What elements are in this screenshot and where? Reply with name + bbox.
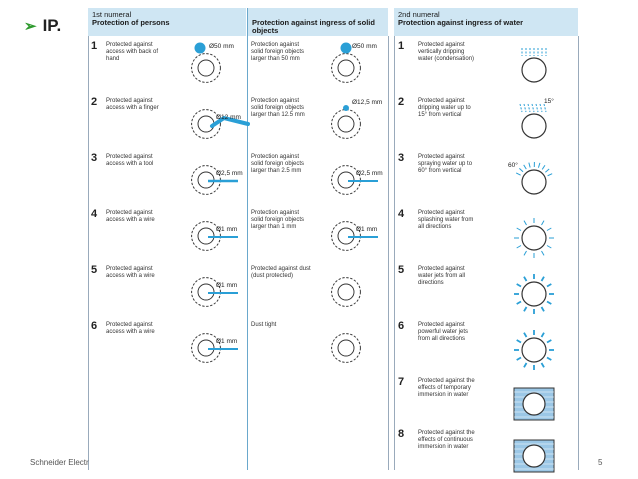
persons-desc-line: hand [106,56,120,62]
wire-probe-icon [208,290,238,296]
solids-desc-line: Protection against [251,98,300,104]
second-numeral-label: 2nd numeral [398,10,440,19]
water-row-number: 6 [398,320,405,332]
water-desc [418,98,471,119]
water-right-edge [578,36,579,470]
persons-row-5 [88,262,388,318]
persons-desc-line: access with back of [106,49,159,55]
solids-desc-line: larger than 12.5 mm [251,112,305,118]
solids-desc-line: larger than 50 mm [251,56,300,62]
water-desc-line: water (condensation) [418,56,475,62]
water-desc-line: all directions [418,224,452,230]
solid-objects-title-line2: objects [252,26,279,35]
sphere-50mm-icon [194,42,206,54]
persons-desc [106,154,153,168]
probe-diameter-label: Ø1 mm [216,282,238,289]
footer-company: Schneider Electr [30,458,89,467]
solid-object-circle-icon [330,332,362,364]
water-desc-line: vertically dripping [418,49,465,55]
water-desc-line: Protected against [418,42,465,48]
solid-sphere-icon [340,42,352,54]
water-desc-line: immersion in water [418,392,469,398]
solids-desc-line: Protection against [251,210,300,216]
water-desc-line: Protected against [418,322,465,328]
solids-desc-line: solid foreign objects [251,217,305,223]
solids-desc-line: Protection against [251,42,300,48]
persons-desc-line: access with a finger [106,105,159,111]
solids-desc-line: solid foreign objects [251,49,305,55]
persons-desc-line: Protected against [106,266,153,272]
row-number: 1 [91,40,98,52]
solids-desc [251,210,304,231]
persons-desc-line: access with a wire [106,217,155,223]
slide-bullet [24,16,61,36]
water-test-icon [512,102,556,146]
water-row-6 [394,318,578,374]
persons-row-2 [88,94,388,150]
persons-row-6 [88,318,388,374]
row-number: 5 [91,264,98,276]
arrow-bullet-icon: ➢ [24,18,37,35]
water-row-7 [394,374,578,426]
water-desc-line: directions [418,280,444,286]
solids-desc [251,154,304,175]
solid-diameter-label: Ø2,5 mm [356,170,383,177]
solids-desc-line: Dust tight [251,322,277,328]
persons-desc [106,266,155,280]
solid-wire-icon [348,234,378,240]
water-test-icon [512,382,556,426]
water-desc-line: spraying water up to [418,161,473,167]
water-row-number: 3 [398,152,405,164]
water-test-icon [512,214,556,258]
solids-desc-line: (dust protected) [251,273,294,279]
header-solid-objects [248,8,388,36]
water-desc-line: immersion in water [418,444,469,450]
water-row-number: 2 [398,96,405,108]
persons-desc-line: Protected against [106,42,153,48]
water-row-number: 1 [398,40,405,52]
water-row-5 [394,262,578,318]
solid-object-circle-icon [330,52,362,84]
water-desc-line: Protected against [418,266,465,272]
persons-desc [106,42,158,63]
water-desc [418,210,473,231]
persons-desc-line: access with a wire [106,329,155,335]
slide-title: IP. [42,16,62,35]
row-number: 2 [91,96,98,108]
water-desc [418,378,475,399]
persons-row-4 [88,206,388,262]
water-test-icon [512,46,556,90]
water-desc-line: Protected against the [418,430,475,436]
water-row-2 [394,94,578,150]
row-number: 6 [91,320,98,332]
spray-angle-label: 60° [508,162,518,169]
header-water [394,8,578,36]
water-row-number: 8 [398,428,405,440]
water-desc-line: effects of temporary [418,385,471,391]
water-desc-line: 60° from vertical [418,168,462,174]
solid-diameter-label: Ø1 mm [356,226,378,233]
page-number: 5 [598,458,603,467]
water-row-number: 7 [398,376,405,388]
water-desc-line: Protected against the [418,378,475,384]
water-row-1 [394,38,578,94]
water-row-number: 4 [398,208,405,220]
right-edge-line [388,36,389,470]
water-desc-line: dripping water up to [418,105,471,111]
water-desc-line: splashing water from [418,217,474,223]
water-test-icon [512,270,556,314]
probe-diameter-label: Ø50 mm [209,43,234,50]
spray-angle-label: 15° [544,98,554,105]
protection-circle-icon [190,52,222,84]
water-desc-line: from all directions [418,336,466,342]
water-desc [418,42,474,63]
solids-desc-line: larger than 2.5 mm [251,168,302,174]
probe-diameter-label: Ø12 mm [216,114,241,121]
water-desc-line: Protected against [418,154,465,160]
persons-row-1 [88,38,388,94]
wire-probe-icon [208,234,238,240]
persons-desc-line: Protected against [106,98,153,104]
water-desc [418,430,475,451]
solids-desc-line: solid foreign objects [251,161,305,167]
water-desc-line: powerful water jets [418,329,469,335]
water-test-icon [512,434,556,478]
water-desc-line: 15° from vertical [418,112,462,118]
water-desc-line: water jets from all [418,273,466,279]
row-number: 3 [91,152,98,164]
wire-probe-icon [208,346,238,352]
solids-desc [251,322,276,329]
first-numeral-panel [88,8,388,470]
persons-desc [106,322,155,336]
probe-diameter-label: Ø1 mm [216,226,238,233]
solid-wire-icon [348,178,378,184]
water-row-4 [394,206,578,262]
probe-diameter-label: Ø2,5 mm [216,170,243,177]
water-test-icon [512,326,556,370]
water-protection-title: Protection against ingress of water [398,18,524,27]
solids-desc-line: larger than 1 mm [251,224,297,230]
second-numeral-panel [394,8,578,470]
water-desc [418,322,468,343]
solid-objects-title-line1: Protection against ingress of solid [252,18,375,27]
solids-desc-line: Protection against [251,154,300,160]
solids-desc-line: Protected against dust [251,266,311,272]
solid-diameter-label: Ø12,5 mm [352,99,383,106]
solid-diameter-label: Ø50 mm [352,43,377,50]
solids-desc [251,98,305,119]
persons-desc-line: Protected against [106,322,153,328]
persons-desc [106,210,155,224]
row-number: 4 [91,208,98,220]
water-row-3 [394,150,578,206]
first-numeral-label: 1st numeral [92,10,132,19]
persons-desc-line: Protected against [106,210,153,216]
water-desc-line: effects of continuous [418,437,473,443]
persons-desc-line: access with a wire [106,273,155,279]
solids-desc [251,266,311,280]
header-protection-of-persons [88,8,246,36]
tool-probe-icon [208,178,238,184]
probe-diameter-label: Ø1 mm [216,338,238,345]
solid-sphere-icon [340,102,352,114]
water-test-icon [512,158,556,202]
persons-desc-line: Protected against [106,154,153,160]
water-desc [418,154,472,175]
water-desc-line: Protected against [418,210,465,216]
persons-row-3 [88,150,388,206]
water-desc [418,266,465,287]
solid-object-circle-icon [330,276,362,308]
water-desc-line: Protected against [418,98,465,104]
water-row-8 [394,426,578,478]
water-row-number: 5 [398,264,405,276]
solids-desc [251,42,304,63]
protection-persons-title: Protection of persons [92,18,170,27]
persons-desc-line: access with a tool [106,161,154,167]
persons-desc [106,98,159,112]
solids-desc-line: solid foreign objects [251,105,305,111]
